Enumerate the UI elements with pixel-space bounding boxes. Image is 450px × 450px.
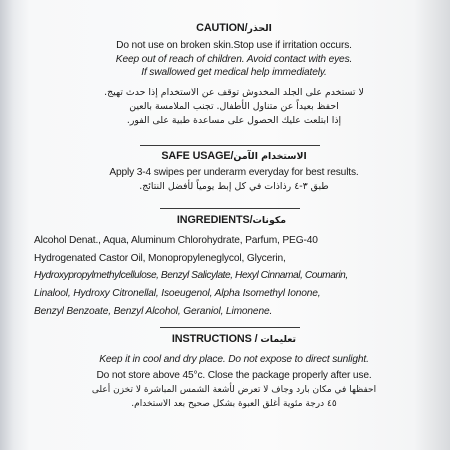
ingredients-line-3: Hydroxypropylmethylcellulose, Benzyl Salicylate, Hexyl Cinnamal, Coumarin, bbox=[34, 270, 348, 282]
safe-usage-en-line: Apply 3-4 swipes per underarm everyday for best results. bbox=[109, 166, 359, 178]
caution-ar-line-3: إذا ابتلعت عليك الحصول على مساعدة طبية على الفور. bbox=[126, 114, 342, 126]
ingredients-section bbox=[34, 214, 429, 319]
ingredients-line-1: Alcohol Denat., Aqua, Aluminum Chlorohydrate, Parfum, PEG-40 bbox=[34, 234, 318, 246]
ingredients-heading-en: INGREDIENTS/ bbox=[176, 214, 253, 226]
safe-usage-section bbox=[44, 150, 424, 193]
instructions-heading bbox=[44, 333, 424, 347]
caution-en-line-1: Do not use on broken skin.Stop use if irritation occurs. bbox=[116, 39, 352, 51]
caution-heading-en: CAUTION/ bbox=[196, 22, 248, 34]
ingredients-heading bbox=[34, 214, 429, 228]
instructions-heading-en: INSTRUCTIONS / bbox=[171, 333, 258, 345]
caution-heading bbox=[44, 22, 424, 36]
divider-1 bbox=[140, 145, 320, 146]
instructions-section bbox=[44, 333, 424, 412]
safe-usage-heading bbox=[44, 150, 424, 164]
instructions-en-line-1: Keep it in cool and dry place. Do not expose to direct sunlight. bbox=[99, 353, 369, 365]
ingredients-heading-ar: مكونات bbox=[252, 215, 287, 226]
caution-section bbox=[44, 22, 424, 128]
safe-usage-ar-line: طبق ٣-٤ رذاذات في كل إبط يومياً لأفضل النتائج. bbox=[139, 180, 329, 192]
safe-usage-heading-ar: الاستخدام الآمن bbox=[233, 151, 307, 162]
divider-2 bbox=[160, 208, 300, 209]
instructions-en-line-2: Do not store above 45°c. Close the package properly after use. bbox=[96, 369, 372, 381]
caution-en-line-3: If swallowed get medical help immediately. bbox=[141, 67, 327, 79]
caution-ar-line-1: لا تستخدم على الجلد المخدوش توقف عن الاستخدام إذا حدث تهيج. bbox=[104, 87, 364, 99]
caution-en-line-2: Keep out of reach of children. Avoid contact with eyes. bbox=[115, 53, 353, 65]
caution-ar-line-2: احفظ بعيداً عن متناول الأطفال. تجنب الملامسة بالعين bbox=[129, 100, 339, 112]
instructions-ar-line-2: ٤٥ درجة مئوية أغلق العبوة بشكل صحيح بعد الاستخدام. bbox=[131, 399, 337, 410]
ingredients-line-4: Linalool, Hydroxy Citronellal, Isoeugenol, Alpha Isomethyl Ionone, bbox=[34, 288, 321, 300]
ingredients-line-5: Benzyl Benzoate, Benzyl Alcohol, Geraniol, Limonene. bbox=[34, 305, 273, 317]
ingredients-line-2: Hydrogenated Castor Oil, Monopropyleneglycol, Glycerin, bbox=[34, 252, 286, 264]
caution-heading-ar: الحذر bbox=[247, 23, 272, 34]
safe-usage-heading-en: SAFE USAGE/ bbox=[161, 150, 234, 162]
divider-3 bbox=[160, 327, 300, 328]
instructions-ar-line-1: احفظها في مكان بارد وجاف لا تعرض لأشعة الشمس المباشرة لا تخزن أعلى bbox=[91, 385, 377, 396]
instructions-heading-ar: تعليمات bbox=[260, 334, 297, 345]
